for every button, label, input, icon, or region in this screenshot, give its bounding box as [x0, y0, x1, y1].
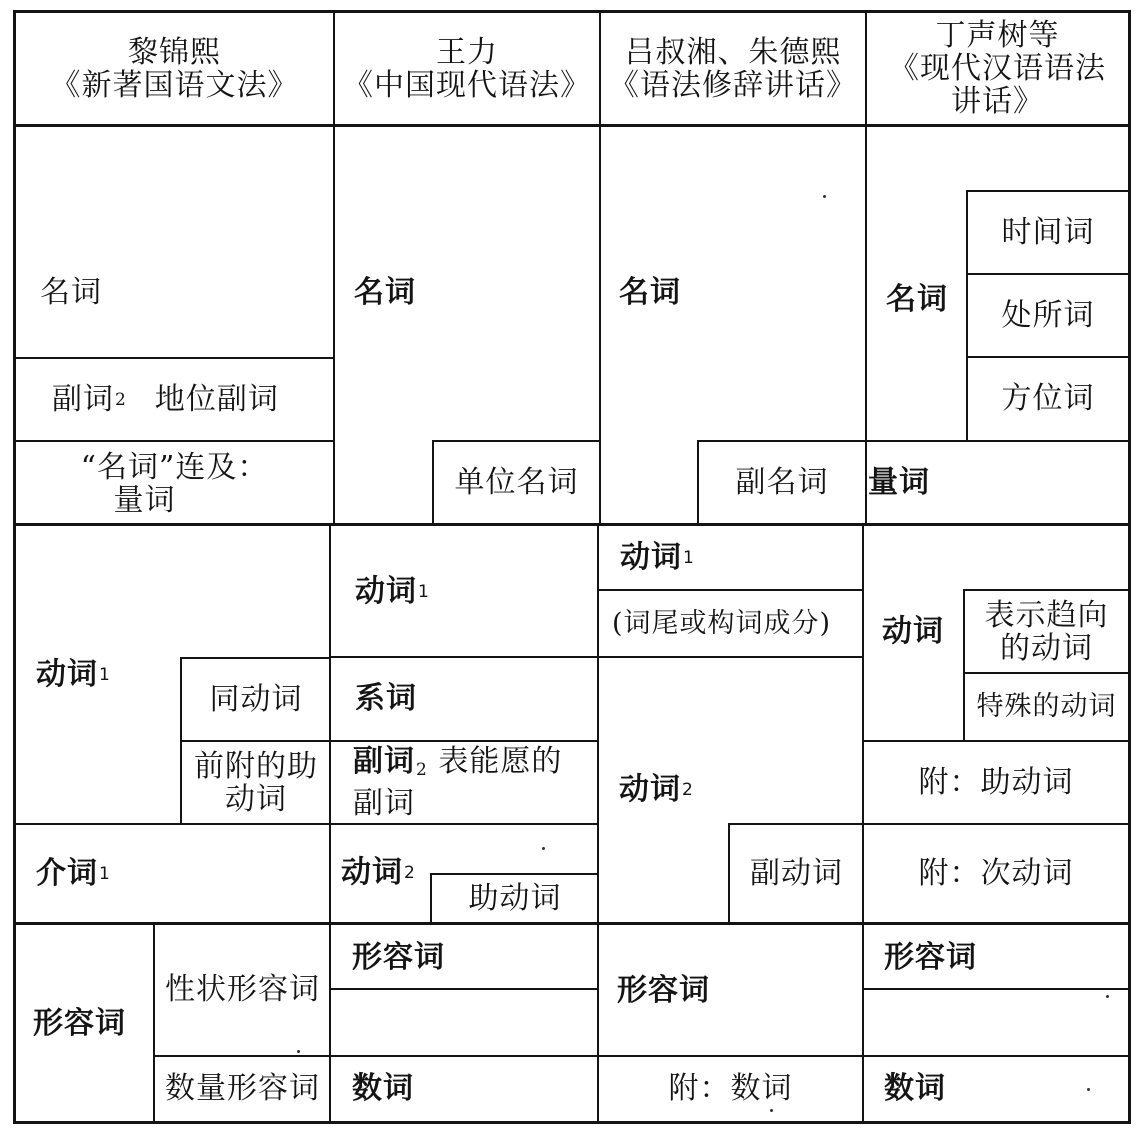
c3-line-verb1: [598, 589, 863, 591]
c2-adjective: 形容词: [352, 940, 445, 975]
c1-adverb2-main: 副词: [52, 382, 114, 417]
c2-verb1-main: 动词: [355, 574, 417, 609]
c2-copula: 系词: [355, 681, 417, 716]
table-border-bottom: [13, 1121, 1131, 1124]
c1-aux-verb-line2: 动词: [225, 781, 287, 817]
c1-noun-extension-line2: 量词: [113, 483, 176, 518]
c1-verb1: [36, 657, 111, 693]
header-col4-book: 《现代汉语语法: [889, 51, 1106, 86]
c3-verb1-sub: 1: [683, 548, 695, 568]
c4-line-measure: [866, 440, 1131, 442]
header-col3-book: 《语法修辞讲话》: [609, 67, 857, 103]
c2-noun: 名词: [354, 275, 416, 310]
header-col4: [867, 13, 1128, 124]
c1-noun-extension-line1: “名词”连及：: [80, 450, 269, 485]
c4-measure-word: 量词: [868, 465, 930, 500]
c2-line-adv: [330, 823, 598, 825]
c2-numeral: 数词: [352, 1071, 414, 1106]
c4-directional-verb: [965, 591, 1128, 672]
c2-line-copula: [330, 740, 598, 742]
c2-unit-noun: 单位名词: [454, 464, 579, 500]
c2-verb1: [355, 574, 430, 610]
c4-verb: 动词: [882, 614, 944, 649]
c4-locative-word: 方位词: [1001, 381, 1095, 416]
header-col2: [335, 13, 599, 124]
scan-speck: [1087, 1088, 1090, 1091]
scan-speck: [297, 1050, 300, 1053]
c1-verb1-main: 动词: [36, 657, 98, 692]
c1-adverb2-sub: 2: [115, 390, 127, 410]
c1-prep1-sub: 1: [99, 864, 111, 884]
c2-line-verb1: [330, 656, 598, 658]
c1-adverb2-type: 地位副词: [154, 382, 279, 417]
c4-adjective: 形容词: [884, 940, 977, 975]
c3-verb2-main: 动词: [619, 772, 681, 807]
c2-verb2-main: 动词: [341, 855, 403, 890]
c2-adverb2-desc2: 副词: [353, 786, 415, 821]
c4-sub-verb: 附：次动词: [918, 855, 1074, 891]
c3-adjective: 形容词: [617, 973, 710, 1008]
c1-adj-number: 数量形容词: [165, 1071, 320, 1106]
c2-adverb2-desc: 表能愿的: [438, 744, 563, 779]
c1-prep1: [36, 856, 111, 892]
c1-aux-verb: [182, 742, 330, 823]
c4-aux-verb: 附：助动词: [918, 764, 1074, 800]
c4-special-verb: 特殊的动词: [976, 691, 1117, 722]
c1-adj-quality: 性状形容词: [165, 972, 320, 1007]
header-col1-author: 黎锦熙: [128, 34, 221, 70]
table-border-left: [13, 10, 16, 1124]
row-line-nouns: [13, 523, 1131, 526]
c2-adverb2-sub: 2: [416, 760, 428, 780]
c4-line-numeral: [863, 1055, 1131, 1057]
scan-speck: [823, 195, 826, 198]
c4-numeral: 数词: [884, 1071, 946, 1106]
c3-noun: 名词: [619, 275, 681, 310]
c3-verb1: [620, 540, 695, 576]
header-col3: [601, 13, 865, 124]
c1-adverb2: [52, 382, 279, 418]
c1-aux-verb-line1: 前附的助: [194, 748, 318, 784]
c2-adverb2: [353, 745, 597, 821]
c3-verb1-main: 动词: [620, 540, 682, 575]
scan-speck: [1106, 995, 1109, 998]
c1-noun: 名词: [40, 275, 102, 310]
c2-verb2-sub: 2: [404, 863, 416, 883]
header-col1: [16, 13, 333, 124]
header-col2-author: 王力: [436, 34, 498, 70]
scan-speck: [542, 847, 545, 850]
c3-sub-verb: 副动词: [750, 855, 843, 891]
c1-prep1-main: 介词: [36, 856, 98, 891]
c2-verb1-sub: 1: [418, 582, 430, 602]
header-col1-book: 《新著国语文法》: [50, 67, 299, 103]
c4-time-word: 时间词: [1001, 214, 1095, 250]
header-col3-author: 吕叔湘、朱德熙: [624, 34, 842, 70]
c4-directional-verb-line2: 的动词: [1000, 630, 1093, 666]
c3-verb2: [619, 772, 694, 808]
header-col4-author: 丁声树等: [935, 18, 1060, 53]
header-col2-book: 《中国现代语法》: [343, 67, 591, 103]
c3-line-suffix: [598, 656, 863, 658]
c3-verb2-sub: 2: [682, 780, 694, 800]
c2-line-adj: [330, 988, 598, 990]
c2-line-numeral: [330, 1055, 598, 1057]
c4-line-adj: [863, 988, 1131, 990]
scan-speck: [770, 1109, 773, 1112]
c1-same-verb: 同动词: [209, 681, 303, 717]
c4-place-word: 处所词: [1001, 297, 1095, 333]
c3-suffix-note: (词尾或构词成分): [612, 608, 832, 639]
c1-noun-extension: [16, 446, 333, 522]
c1-line-noun: [13, 357, 334, 359]
row-line-header: [13, 124, 1131, 127]
c3-sub-noun: 副名词: [735, 464, 829, 500]
c1-line-prep: [13, 823, 330, 825]
c3-numeral: 附：数词: [668, 1071, 793, 1106]
table-border-right: [1128, 10, 1131, 1124]
header-col4-book-cont: 讲话》: [951, 84, 1044, 119]
c2-adverb2-main: 副词: [353, 744, 415, 779]
c1-line-adv: [13, 440, 334, 442]
c2-aux-verb: 助动词: [468, 880, 562, 916]
c4-directional-verb-line1: 表示趋向: [984, 597, 1109, 633]
c2-verb2: [341, 855, 416, 891]
c1-adjective: 形容词: [33, 1006, 126, 1041]
c1-verb1-sub: 1: [99, 665, 111, 685]
c4-noun: 名词: [886, 282, 948, 317]
